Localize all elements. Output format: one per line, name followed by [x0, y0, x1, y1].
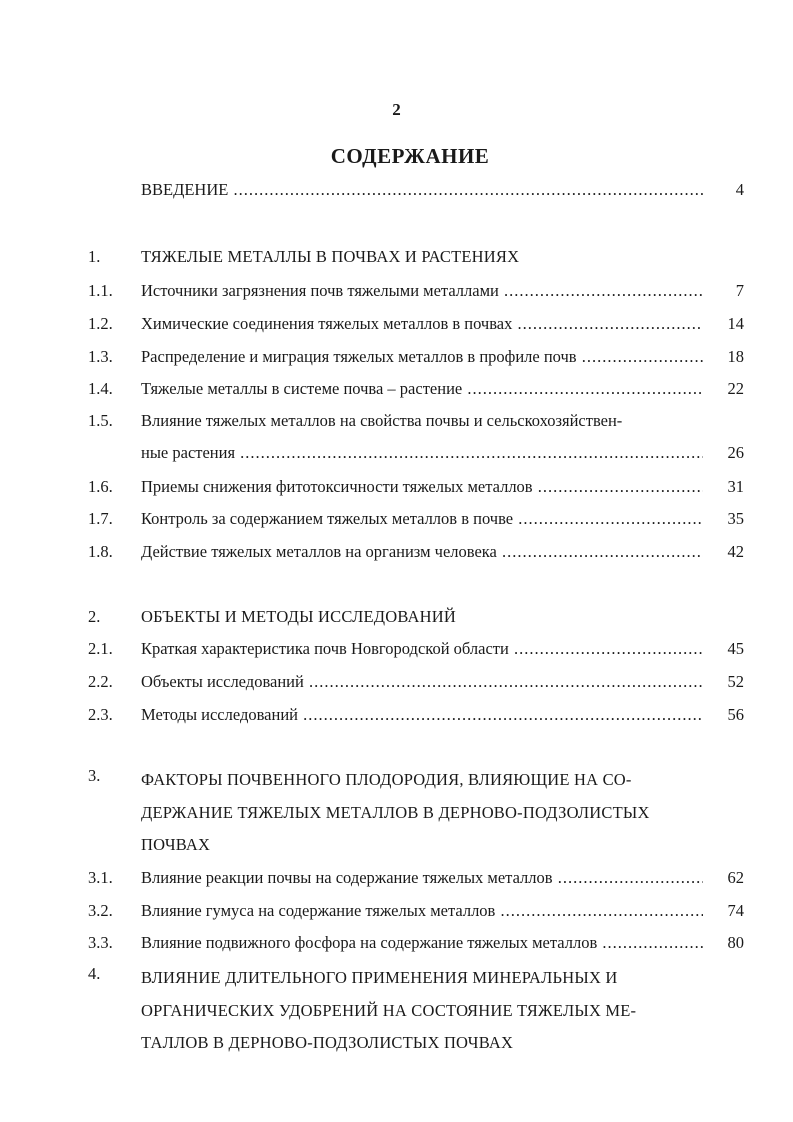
toc-entry-page: 31 [727, 477, 744, 496]
toc-entry[interactable] [0, 866, 793, 890]
toc-entry-page: 35 [727, 509, 744, 528]
toc-entry-title: Краткая характеристика почв Новгородской области ..... [141, 637, 703, 661]
toc-entry-page: 62 [727, 868, 744, 887]
toc-entry-page: 56 [727, 705, 744, 724]
toc-entry[interactable] [0, 345, 793, 369]
toc-entry-title: Объекты исследований ..... [141, 670, 703, 694]
toc-entry-number: 3.1. [88, 868, 113, 887]
toc-entry[interactable] [0, 899, 793, 923]
chapter-number: 1. [88, 247, 101, 266]
toc-entry[interactable] [0, 279, 793, 303]
page-number: 2 [392, 100, 401, 119]
toc-entry-page: 45 [727, 639, 744, 658]
toc-entry-title: Влияние гумуса на содержание тяжелых металлов ..... [141, 899, 703, 923]
toc-entry-title: Влияние подвижного фосфора на содержание тяжелых металлов ..... [141, 931, 703, 955]
toc-entry-page: 18 [727, 347, 744, 366]
toc-entry-number: 1.8. [88, 542, 113, 561]
toc-entry-title: Влияние реакции почвы на содержание тяжелых металлов ..... [141, 866, 703, 890]
toc-entry-title: Контроль за содержанием тяжелых металлов в почве ..... [141, 507, 703, 531]
toc-entry-number: 1.7. [88, 509, 113, 528]
chapter-title-line: ПОЧВАХ [141, 835, 211, 854]
chapter-title-line: ОРГАНИЧЕСКИХ УДОБРЕНИЙ НА СОСТОЯНИЕ ТЯЖЕЛЫХ МЕ- [141, 1000, 637, 1020]
page-title: СОДЕРЖАНИЕ [330, 144, 490, 168]
toc-entry-page: 74 [727, 901, 744, 920]
chapter-title: ОБЪЕКТЫ И МЕТОДЫ ИССЛЕДОВАНИЙ [141, 607, 456, 626]
toc-entry-page: 52 [727, 672, 744, 691]
chapter-title-line: ВЛИЯНИЕ ДЛИТЕЛЬНОГО ПРИМЕНЕНИЯ МИНЕРАЛЬНЫХ И [141, 968, 618, 987]
toc-entry[interactable] [0, 670, 793, 694]
toc-entry-title: Влияние тяжелых металлов на свойства почвы и сельскохозяйствен- [141, 411, 623, 430]
toc-entry-title: Приемы снижения фитотоксичности тяжелых металлов ..... [141, 475, 703, 499]
toc-entry-page: 7 [735, 281, 744, 300]
toc-entry-title: Источники загрязнения почв тяжелыми металлами ..... [141, 279, 703, 303]
toc-entry[interactable] [0, 475, 793, 499]
toc-entry[interactable] [0, 637, 793, 661]
chapter-title [141, 764, 701, 862]
toc-entry-number: 1.6. [88, 477, 113, 496]
toc-entry-title: Методы исследований ..... [141, 703, 703, 727]
toc-entry[interactable] [0, 377, 793, 401]
toc-entry-number: 1.2. [88, 314, 113, 333]
chapter-number: 3. [88, 766, 101, 785]
toc-entry-number: 2.1. [88, 639, 113, 658]
chapter-number: 2. [88, 607, 101, 626]
chapter-title: ТЯЖЕЛЫЕ МЕТАЛЛЫ В ПОЧВАХ И РАСТЕНИЯХ [141, 247, 520, 266]
toc-entry-page: 14 [727, 314, 744, 333]
toc-entry-number: 1.3. [88, 347, 113, 366]
toc-entry-page: 80 [727, 933, 744, 952]
toc-entry[interactable] [0, 540, 793, 564]
toc-entry-intro[interactable] [0, 178, 793, 202]
toc-entry-number: 1.1. [88, 281, 113, 300]
toc-entry-page: 42 [727, 542, 744, 561]
toc-entry-continuation[interactable] [0, 441, 793, 465]
toc-entry-page: 4 [735, 180, 744, 199]
toc-entry-number: 1.5. [88, 411, 113, 430]
toc-entry-title: Распределение и миграция тяжелых металлов в профиле почв ..... [141, 345, 703, 369]
toc-entry-title: ВВЕДЕНИЕ ..... [141, 178, 703, 202]
toc-entry[interactable] [0, 507, 793, 531]
toc-entry[interactable] [0, 312, 793, 336]
toc-entry-title-continued: ные растения ..... [141, 441, 703, 465]
chapter-title-line: ДЕРЖАНИЕ ТЯЖЕЛЫХ МЕТАЛЛОВ В ДЕРНОВО-ПОДЗОЛИСТЫХ [141, 802, 650, 822]
toc-entry-number: 3.3. [88, 933, 113, 952]
toc-entry-title: Химические соединения тяжелых металлов в почвах ..... [141, 312, 703, 336]
toc-entry-number: 3.2. [88, 901, 113, 920]
chapter-title [141, 962, 701, 1060]
toc-entry-number: 2.2. [88, 672, 113, 691]
toc-entry-page: 26 [727, 443, 744, 462]
toc-entry[interactable] [0, 409, 793, 433]
toc-entry-page: 22 [727, 379, 744, 398]
toc-entry-title: Тяжелые металлы в системе почва – растение ..... [141, 377, 703, 401]
toc-entry-number: 2.3. [88, 705, 113, 724]
toc-entry[interactable] [0, 703, 793, 727]
chapter-title-line: ТАЛЛОВ В ДЕРНОВО-ПОДЗОЛИСТЫХ ПОЧВАХ [141, 1033, 514, 1052]
chapter-number: 4. [88, 964, 101, 983]
chapter-title-line: ФАКТОРЫ ПОЧВЕННОГО ПЛОДОРОДИЯ, ВЛИЯЮЩИЕ НА СО- [141, 770, 632, 789]
toc-entry[interactable] [0, 931, 793, 955]
toc-entry-number: 1.4. [88, 379, 113, 398]
toc-entry-title: Действие тяжелых металлов на организм человека ..... [141, 540, 703, 564]
